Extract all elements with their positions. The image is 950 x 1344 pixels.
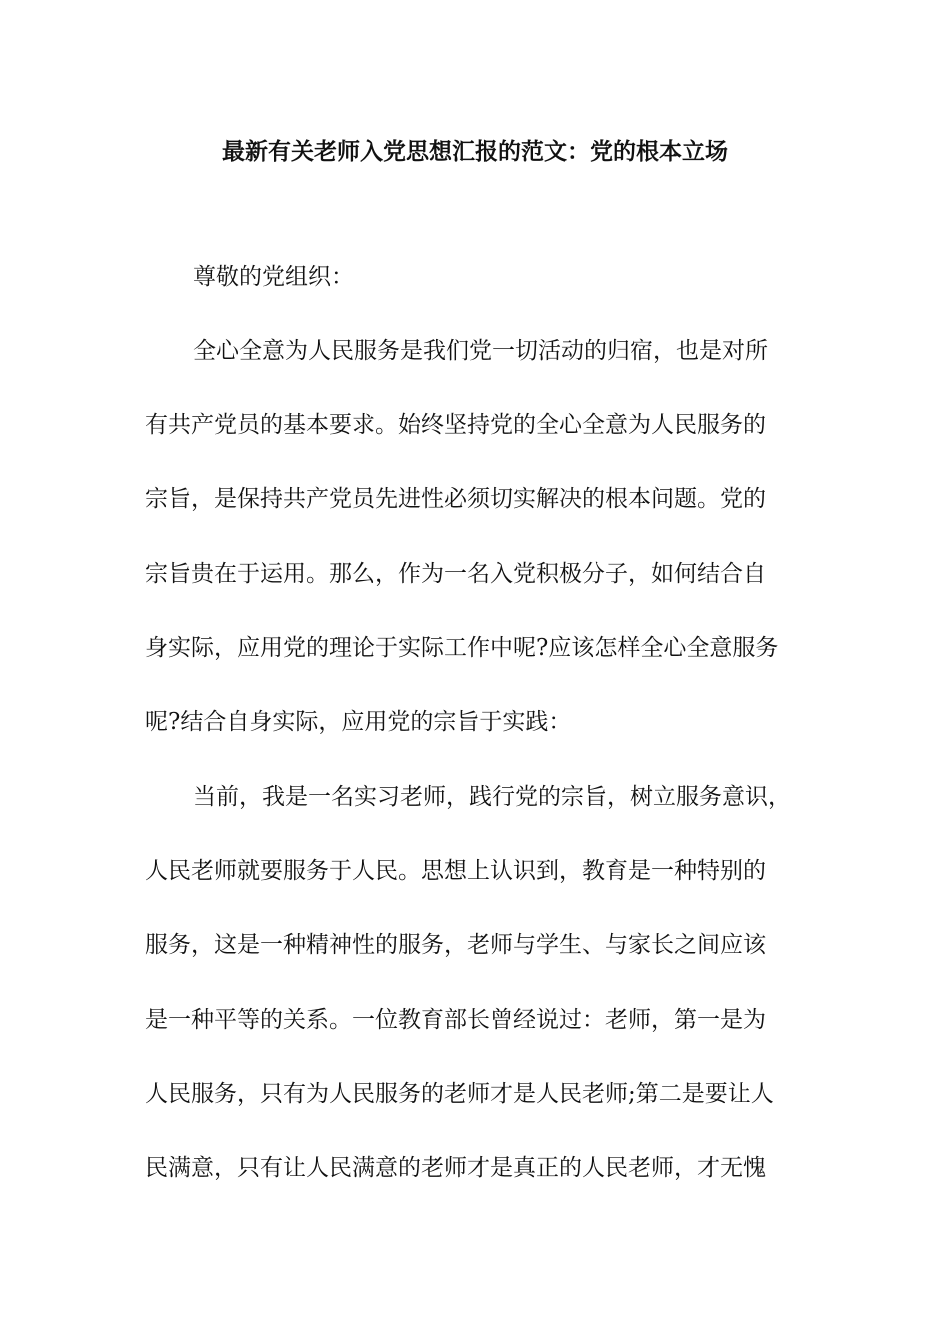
greeting: 尊敬的党组织：	[193, 264, 354, 290]
text-line: 服务，这是一种精神性的服务，老师与学生、与家长之间应该	[145, 932, 766, 958]
text-line: 是一种平等的关系。一位教育部长曾经说过：老师，第一是为	[145, 1007, 766, 1033]
text-line: 宗旨，是保持共产党员先进性必须切实解决的根本问题。党的	[145, 486, 766, 512]
text-line: 人民服务，只有为人民服务的老师才是人民老师;第二是要让人	[145, 1081, 774, 1107]
text-line: 宗旨贵在于运用。那么，作为一名入党积极分子，如何结合自	[145, 561, 766, 587]
document-title: 最新有关老师入党思想汇报的范文：党的根本立场	[222, 138, 728, 165]
text-line: 全心全意为人民服务是我们党一切活动的归宿，也是对所	[193, 338, 768, 364]
text-line: 呢?结合自身实际，应用党的宗旨于实践：	[145, 709, 572, 735]
text-line: 身实际，应用党的理论于实际工作中呢?应该怎样全心全意服务	[145, 635, 779, 661]
text-line: 当前，我是一名实习老师，践行党的宗旨，树立服务意识，	[193, 784, 791, 810]
text-line: 人民老师就要服务于人民。思想上认识到，教育是一种特别的	[145, 858, 766, 884]
text-line: 有共产党员的基本要求。始终坚持党的全心全意为人民服务的	[145, 412, 766, 438]
text-line: 民满意，只有让人民满意的老师才是真正的人民老师，才无愧	[145, 1155, 766, 1181]
